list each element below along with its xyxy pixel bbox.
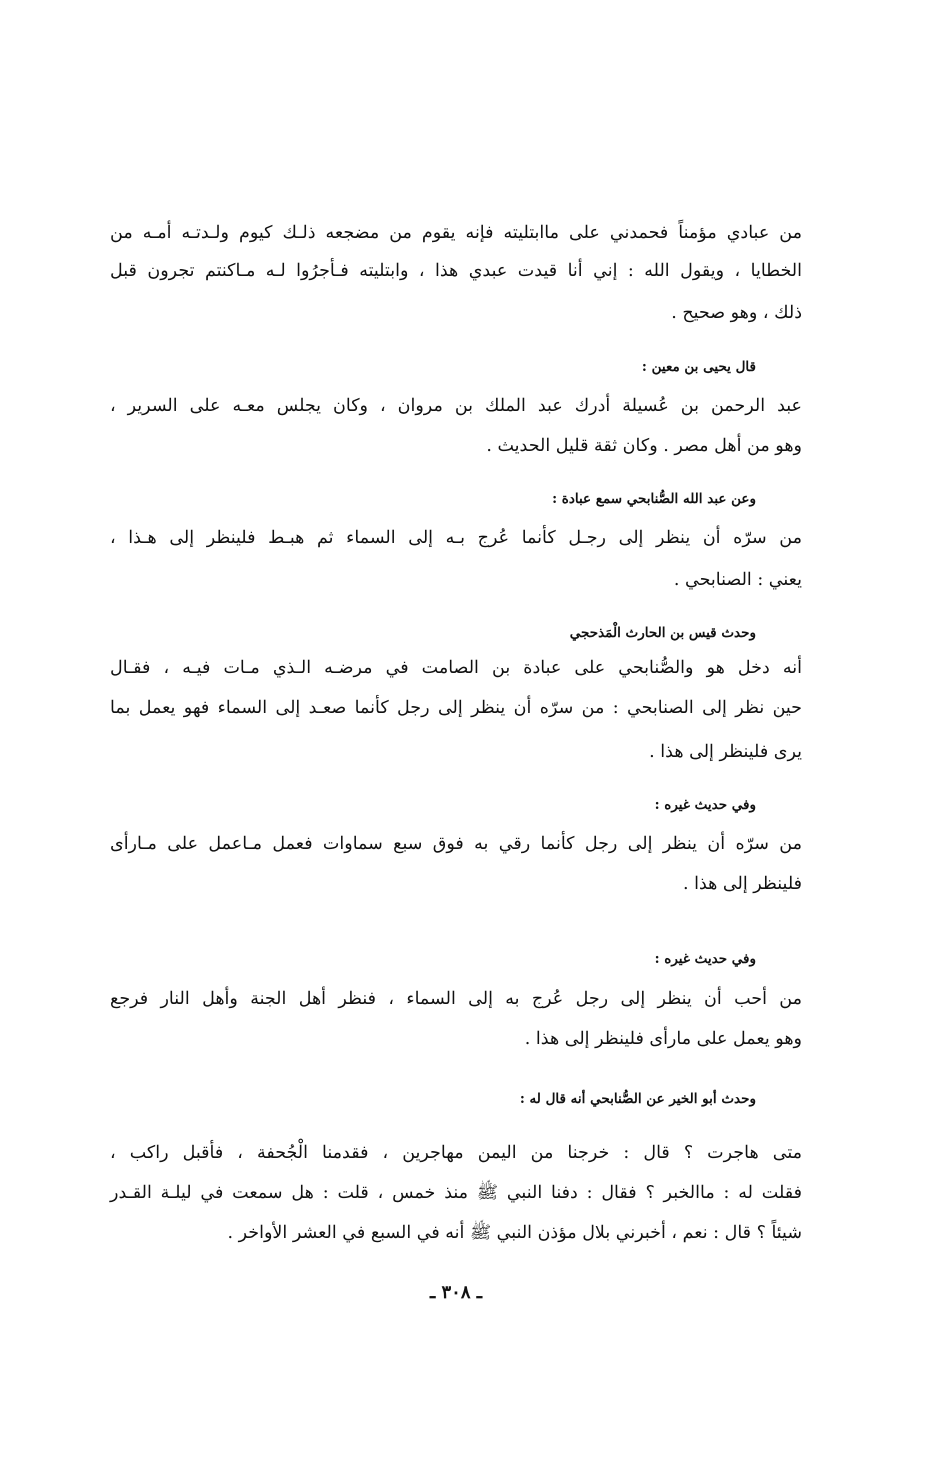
text-line: فقلت له : ماالخبر ؟ فقال : دفنا النبي ﷺ منذ خمس ، قلت : هل سمعت في ليلـة القـدر xyxy=(110,1183,802,1203)
section-heading: وفي حديث غيره : xyxy=(654,951,756,967)
text-line: أنه دخل هو والصُّنابحي على عبادة بن الصامت في مرضـه الـذي مـات فيـه ، فقـال xyxy=(110,658,802,678)
text-line: من عبادي مؤمناً فحمدني على ماابتليته فإنه يقوم من مضجعه ذلـك كيوم ولـدتـه أمـه من xyxy=(110,223,802,243)
text-line: عبد الرحمن بن عُسيلة أدرك عبد الملك بن مروان ، وكان يجلس معـه على السرير ، xyxy=(110,396,802,416)
text-line: ذلك ، وهو صحيح . xyxy=(671,303,802,323)
text-line: فلينظر إلى هذا . xyxy=(682,874,802,894)
section-heading: وحدث قيس بن الحارث الْمَذحجي xyxy=(569,625,756,641)
section-heading: قال يحيى بن معين : xyxy=(641,359,756,375)
section-heading: وعن عبد الله الصُّنابحي سمع عبادة : xyxy=(552,491,756,507)
text-line: شيئاً ؟ قال : نعم ، أخبرني بلال مؤذن النبي ﷺ أنه في السبع في العشر الأواخر . xyxy=(227,1223,802,1243)
page-number: ـ ٣٠٨ ـ xyxy=(429,1282,483,1303)
text-line: الخطايا ، ويقول الله : إني أنا قيدت عبدي هذا ، وابتليته فـأجرُوا لـه مـاكنتم تجرون قبل xyxy=(110,261,802,281)
text-line: متى هاجرت ؟ قال : خرجنا من اليمن مهاجرين ، فقدمنا الْجُحفة ، فأقبل راكب ، xyxy=(110,1143,802,1163)
book-page xyxy=(110,0,802,1472)
text-line: من أحب أن ينظر إلى رجل عُرج به إلى السماء ، فنظر أهل الجنة وأهل النار فرجع xyxy=(110,989,802,1009)
text-line: يرى فلينظر إلى هذا . xyxy=(649,742,802,762)
text-line: وهو من أهل مصر . وكان ثقة قليل الحديث . xyxy=(486,436,802,456)
text-line: حين نظر إلى الصنابحي : من سرّه أن ينظر إلى رجل كأنما صعـد إلى السماء فهو يعمل بما xyxy=(110,698,802,718)
text-line: من سرّه أن ينظر إلى رجـل كأنما عُرج بـه إلى السماء ثم هبـط فلينظر إلى هـذا ، xyxy=(110,528,802,548)
section-heading: وحدث أبو الخير عن الصُّنابحي أنه قال له : xyxy=(519,1091,756,1107)
text-line: يعني : الصنابحي . xyxy=(673,570,802,590)
section-heading: وفي حديث غيره : xyxy=(654,797,756,813)
text-line: وهو يعمل على مارأى فلينظر إلى هذا . xyxy=(524,1029,802,1049)
text-line: من سرّه أن ينظر إلى رجل كأنما رقي به فوق سبع سماوات فعمل مـاعمل على مـارأى xyxy=(110,834,802,854)
